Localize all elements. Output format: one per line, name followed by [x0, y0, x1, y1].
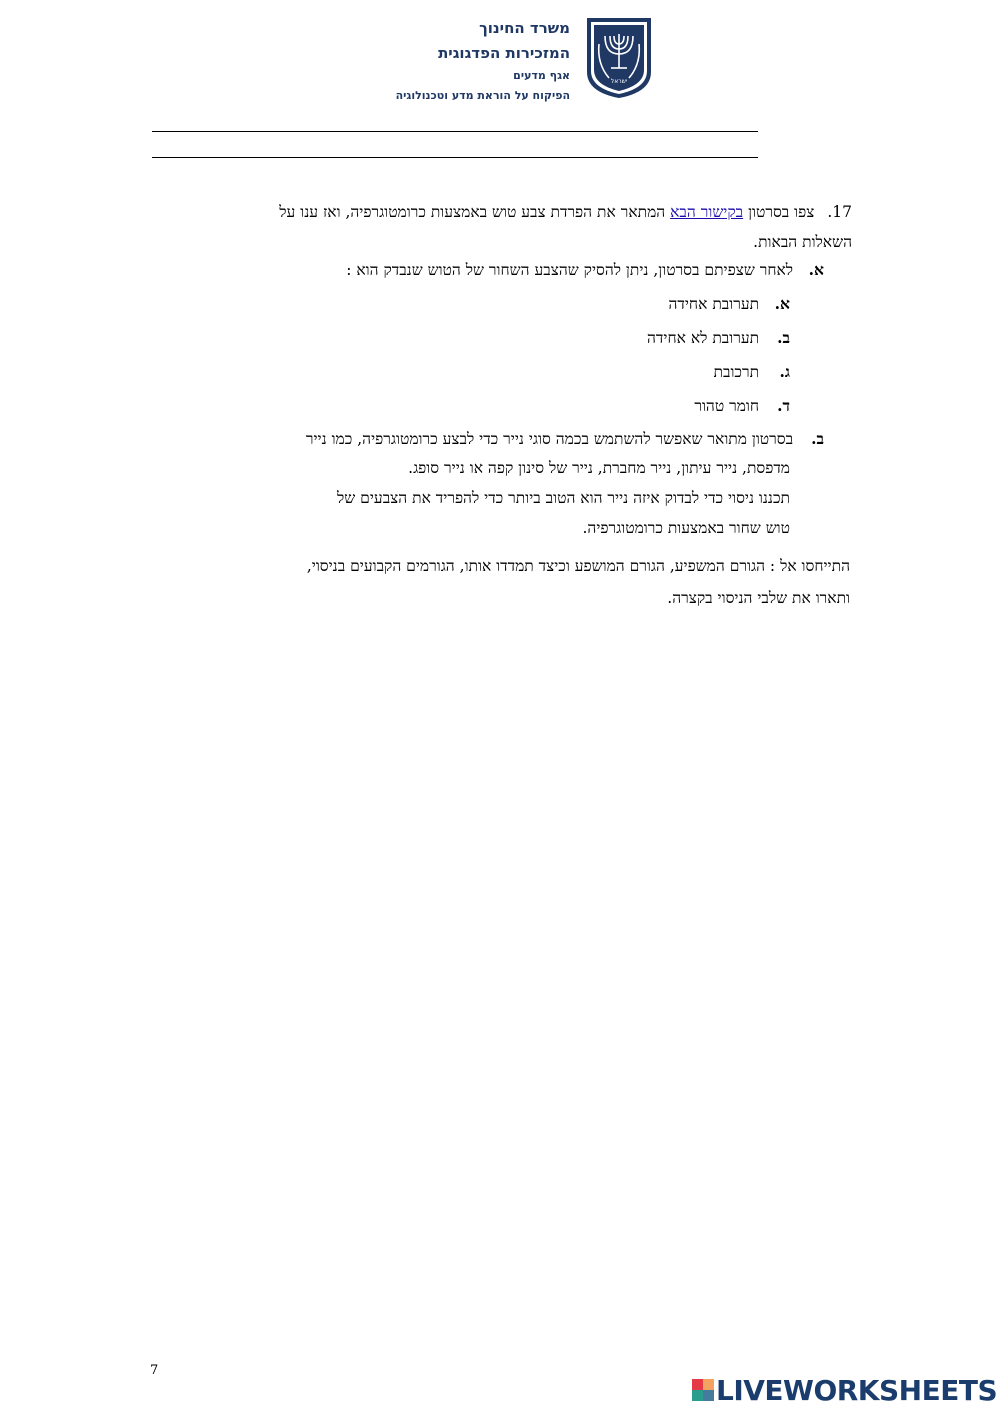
header-divider-line: [152, 157, 758, 158]
option-mark: א.: [774, 294, 790, 313]
page-number: 7: [150, 1363, 159, 1378]
option-text: חומר טהור: [694, 397, 760, 415]
department-name: המזכירות הפדגוגית: [438, 44, 570, 62]
option-text: תערובת אחידה: [668, 295, 760, 313]
division-name: אגף מדעים: [513, 69, 570, 82]
part-a-mark: א.: [808, 260, 824, 279]
answer-option[interactable]: [647, 328, 790, 348]
question-number: 17.: [827, 203, 852, 221]
part-b-line4: טוש שחור באמצעות כרומטוגרפיה.: [582, 519, 790, 537]
state-emblem-icon: [583, 14, 655, 100]
option-text: תערובת לא אחידה: [647, 329, 760, 347]
liveworksheets-logo-icon: [692, 1379, 714, 1401]
liveworksheets-logo[interactable]: [692, 1375, 997, 1405]
option-mark: ב.: [777, 328, 790, 347]
part-a-question: [346, 260, 824, 280]
part-b-mark: ב.: [811, 429, 824, 448]
video-link[interactable]: בקישור הבא: [670, 203, 744, 221]
intro-text-line2: השאלות הבאות.: [753, 233, 852, 251]
header-divider-line: [152, 131, 758, 132]
part-b-line3: תכננו ניסוי כדי לבדוק איזה נייר הוא הטוב ביותר כדי להפריד את הצבעים של: [337, 489, 790, 507]
liveworksheets-logo-text: LIVEWORKSHEETS: [716, 1373, 998, 1407]
intro-text-end: המתאר את הפרדת צבע טוש באמצעות כרומטוגרפיה, ואז ענו על: [279, 203, 666, 221]
instruction-line1: התייחסו אל : הגורם המשפיע, הגורם המושפע וכיצד תמדדו אותו, הגורמים הקבועים בניסוי,: [306, 557, 850, 575]
answer-option[interactable]: [694, 396, 790, 416]
supervision-name: הפיקוח על הוראת מדע וטכנולוגיה: [395, 89, 570, 102]
part-b-line1: בסרטון מתואר שאפשר להשתמש בכמה סוגי נייר כדי לבצע כרומטוגרפיה, כמו נייר: [305, 430, 794, 448]
question-intro: [152, 197, 852, 257]
emblem-text: ישראל: [610, 78, 628, 85]
option-text: תרכובת: [713, 363, 760, 381]
ministry-header: [310, 16, 570, 106]
option-mark: ד.: [777, 396, 790, 415]
answer-option[interactable]: [714, 362, 790, 382]
part-b-line2: מדפסת, נייר עיתון, נייר מחברת, נייר של סינון קפה או נייר סופג.: [408, 459, 790, 477]
ministry-name: משרד החינוך: [479, 19, 570, 37]
intro-text-start: צפו בסרטון: [748, 203, 815, 221]
instruction-line2: ותארו את שלבי הניסוי בקצרה.: [667, 589, 850, 607]
part-b-question: [306, 429, 824, 449]
answer-option[interactable]: [668, 294, 790, 314]
option-mark: ג.: [779, 362, 790, 381]
part-a-text: לאחר שצפיתם בסרטון, ניתן להסיק שהצבע השחור של הטוש שנבדק הוא :: [346, 261, 794, 279]
